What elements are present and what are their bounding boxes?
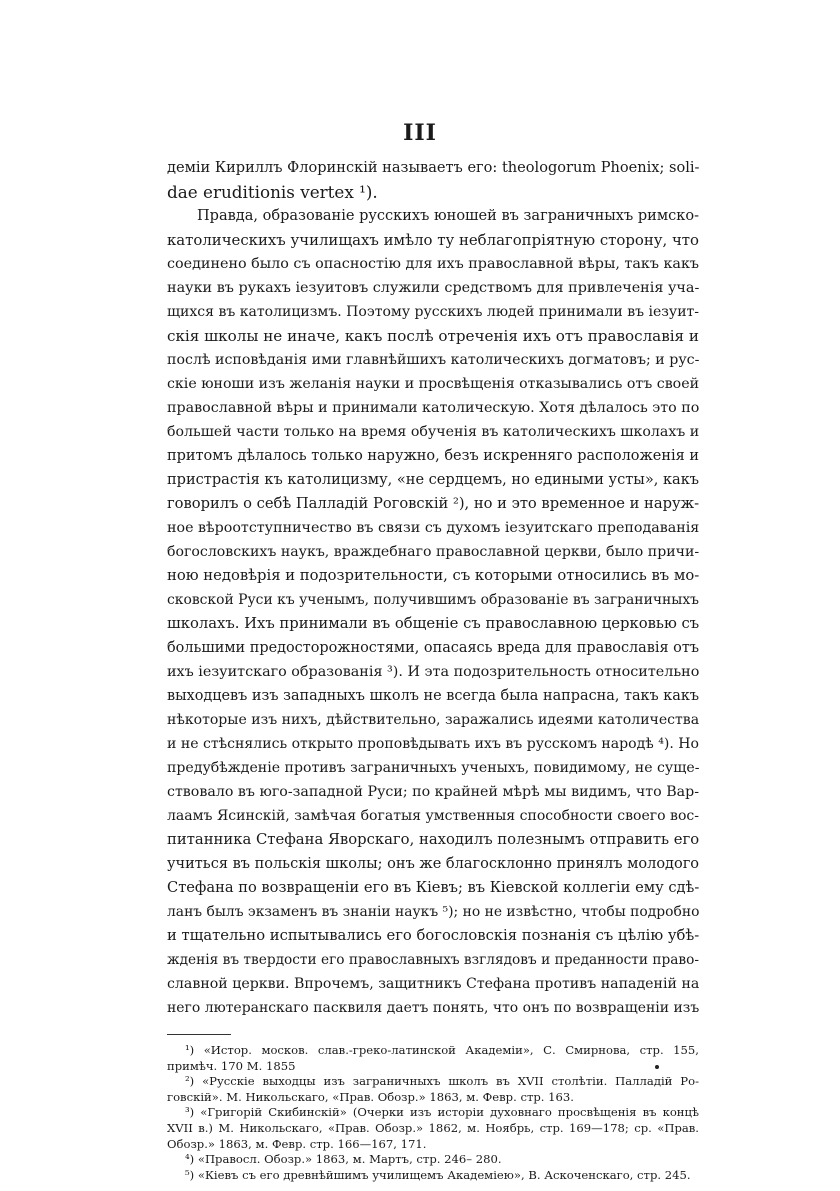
footnote-line: Обозр.» 1863, м. Февр. стр. 166—167, 171.	[167, 1136, 427, 1151]
footnote-line: ⁴) «Правосл. Обозр.» 1863, м. Мартъ, стр. 246– 280.	[185, 1152, 502, 1167]
text-line: него лютеранскаго пасквиля даетъ понять, что онъ по возвращенiи изъ	[167, 1000, 700, 1016]
ink-speck	[655, 1065, 659, 1069]
text-line: жденiя въ твердости его православныхъ взглядовъ и преданности право-	[167, 952, 699, 968]
text-line: скiя школы не иначе, какъ послѣ отреченiя ихъ отъ православiя и	[167, 327, 699, 345]
footnote-line: примѣч. 170 М. 1855	[167, 1058, 296, 1073]
text-line: школахъ. Ихъ принимали въ общенiе съ православною церковью съ	[167, 615, 700, 632]
text-line: dae eruditionis vertex ¹).	[167, 182, 378, 202]
page-number: III	[403, 120, 437, 146]
text-line: предубѣжденiе противъ заграничныхъ ученыхъ, повидимому, не суще-	[167, 760, 700, 776]
text-line: скiе юноши изъ желанiя науки и просвѣщенiя отказывались отъ своей	[167, 376, 700, 392]
footnote-line: ¹) «Истор. москов. слав.-греко-латинской Академiи», С. Смирнова, стр. 155,	[185, 1043, 699, 1057]
text-line: и тщательно испытывались его богословскiя познанiя съ цѣлiю убѣ-	[167, 927, 700, 944]
footnote-line: ⁵) «Кiевъ съ его древнѣйшимъ училищемъ Академiею», В. Аскоченскаго, стр. 245.	[185, 1167, 691, 1182]
text-line: выходцевъ изъ западныхъ школъ не всегда была напрасна, такъ какъ	[167, 688, 700, 704]
text-line: притомъ дѣлалось только наружно, безъ искренняго расположенiя и	[167, 448, 699, 464]
main-text	[167, 156, 699, 1183]
text-line: щихся въ католицизмъ. Поэтому русскихъ людей принимали въ iезуит-	[167, 304, 700, 320]
text-line: славной церкви. Впрочемъ, защитникъ Стефана противъ нападенiй на	[167, 976, 700, 992]
text-line: ствовало въ юго-западной Руси; по крайней мѣрѣ мы видимъ, что Вар-	[167, 784, 699, 800]
text-line: нѣкоторые изъ нихъ, дѣйствительно, заражались идеями католичества	[167, 712, 700, 728]
text-line: Правда, образованiе русскихъ юношей въ заграничныхъ римско-	[197, 208, 699, 224]
footnote-line: ²) «Русскiе выходцы изъ заграничныхъ школъ въ XVII столѣтiи. Палладiй Ро-	[185, 1074, 699, 1089]
body-paragraphs	[167, 156, 699, 1020]
text-line: большими предосторожностями, опасаясь вреда для православiя отъ	[167, 640, 699, 656]
footnotes	[167, 1043, 699, 1183]
footnote-line: говскiй». М. Никольскаго, «Прав. Обозр.» 1863, м. Февр. стр. 163.	[167, 1089, 574, 1104]
text-line: богословскихъ наукъ, враждебнаго православной церкви, было причи-	[167, 544, 700, 560]
text-line: учиться въ польскiя школы; онъ же благосклонно принялъ молодого	[167, 856, 700, 872]
text-line: пристрастiя къ католицизму, «не сердцемъ, но едиными усты», какъ	[167, 472, 700, 488]
text-line: православной вѣры и принимали католическую. Хотя дѣлалось это по	[167, 400, 700, 416]
text-line: ною недовѣрiя и подозрительности, съ которыми относились въ мо-	[167, 567, 700, 584]
footnote-separator	[167, 1034, 231, 1035]
text-line: науки въ рукахъ iезуитовъ служили средствомъ для привлеченiя уча-	[167, 280, 700, 296]
footnote-line: ³) «Григорiй Скибинскiй» (Очерки изъ исторiи духовнаго просвѣщенiя въ концѣ	[185, 1105, 699, 1120]
text-line: и не стѣснялись открыто проповѣдывать ихъ въ русскомъ народѣ ⁴). Но	[167, 736, 699, 752]
text-line: большей части только на время обученiя въ католическихъ школахъ и	[167, 424, 700, 440]
text-line: демiи Кириллъ Флоринскiй называетъ его: theologorum Phoenix; soli-	[167, 159, 700, 176]
text-line: католическихъ училищахъ имѣло ту неблагопрiятную сторону, что	[167, 231, 699, 249]
text-line: сковской Руси къ ученымъ, получившимъ образованiе въ заграничныхъ	[167, 592, 699, 608]
text-line: ихъ iезуитскаго образованiя ³). И эта подозрительность относительно	[167, 664, 700, 680]
text-line: питанника Стефана Яворскаго, находилъ полезнымъ отправить его	[167, 831, 700, 848]
text-line: говорилъ о себѣ Палладiй Роговскiй ²), но и это временное и наруж-	[167, 495, 700, 512]
text-line: лаамъ Ясинскiй, замѣчая богатыя умственныя способности своего вос-	[167, 808, 699, 824]
text-line: послѣ исповѣданiя ими главнѣйшихъ католическихъ догматовъ; и рус-	[167, 352, 700, 368]
text-line: Стефана по возвращенiи его въ Кiевъ; въ Кiевской коллегiи ему сдѣ-	[167, 879, 700, 896]
text-line: ное вѣроотступничество въ связи съ духомъ iезуитскаго преподаванiя	[167, 520, 700, 536]
text-line: ланъ былъ экзаменъ въ знанiи наукъ ⁵); но не извѣстно, чтобы подробно	[167, 904, 700, 920]
text-line: соединено было съ опасностiю для ихъ православной вѣры, такъ какъ	[167, 256, 700, 272]
footnote-line: XVII в.) М. Никольскаго, «Прав. Обозр.» 1862, м. Ноябрь, стр. 169—178; ср. «Прав.	[167, 1120, 699, 1135]
